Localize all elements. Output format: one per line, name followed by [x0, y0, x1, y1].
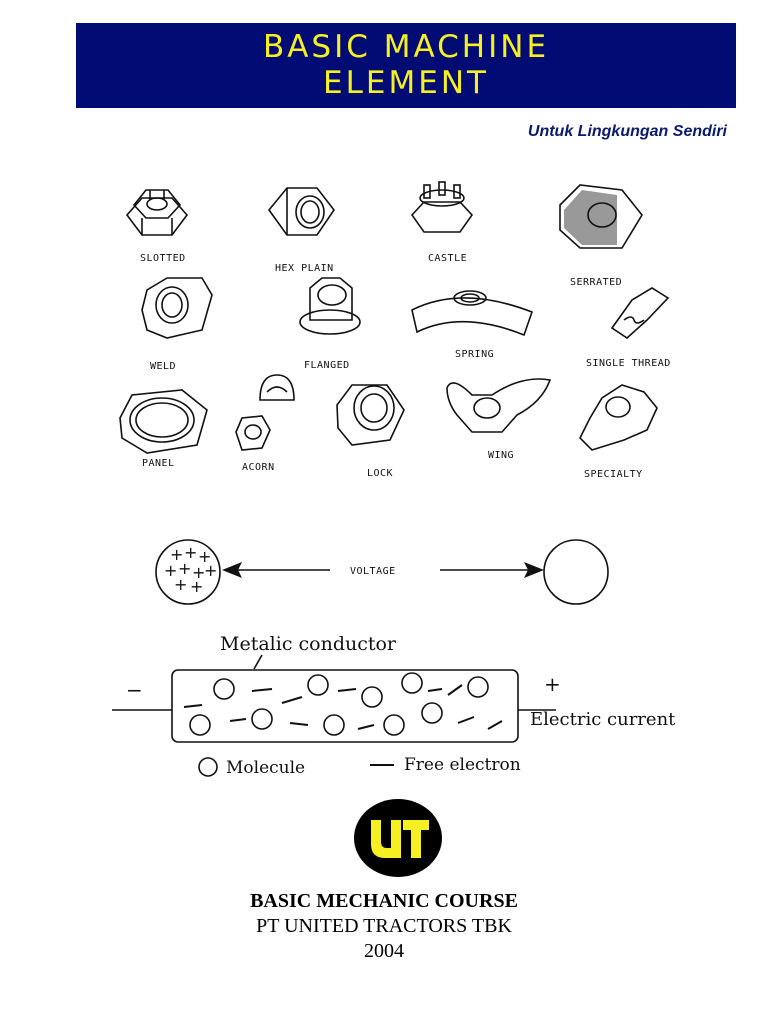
voltage-label: VOLTAGE: [350, 566, 396, 577]
svg-text:+: +: [190, 577, 204, 596]
svg-text:+: +: [170, 545, 184, 564]
acorn-nut-icon: [236, 375, 294, 450]
title-band: [76, 23, 736, 108]
label-serrated: SERRATED: [570, 277, 623, 288]
svg-text:+: +: [174, 575, 188, 594]
footer-course: BASIC MECHANIC COURSE: [250, 890, 518, 912]
voltage-figure: [150, 530, 620, 610]
svg-text:+: +: [178, 559, 192, 578]
ut-logo-icon: [353, 798, 443, 878]
label-spring: SPRING: [455, 349, 495, 360]
conductor-figure: [112, 625, 712, 785]
flanged-nut-icon: [300, 278, 360, 334]
neutral-circle: [544, 540, 608, 604]
panel-nut-icon: [120, 390, 207, 453]
label-acorn: ACORN: [242, 462, 275, 473]
svg-text:+: +: [184, 543, 198, 562]
label-wing: WING: [488, 450, 515, 461]
label-castle: CASTLE: [428, 253, 468, 264]
svg-text:+: +: [192, 563, 206, 582]
legend-electron-label: Free electron: [404, 755, 521, 775]
wing-nut-icon: [447, 379, 550, 432]
title-line-1: BASIC MACHINE: [262, 29, 550, 65]
slotted-nut-icon: [127, 190, 187, 235]
legend-molecule-icon: [199, 758, 217, 776]
specialty-nut-icon: [580, 385, 657, 450]
weld-nut-icon: [142, 278, 212, 338]
label-panel: PANEL: [142, 458, 175, 469]
single-thread-nut-icon: [612, 288, 668, 338]
current-label: Electric current: [530, 709, 676, 730]
spring-nut-icon: [412, 291, 532, 335]
nuts-illustration: [112, 170, 684, 482]
label-slotted: SLOTTED: [140, 253, 186, 264]
footer-year: 2004: [364, 940, 404, 962]
label-single-thread: SINGLE THREAD: [586, 358, 671, 369]
subtitle: Untuk Lingkungan Sendiri: [527, 123, 727, 140]
label-weld: WELD: [150, 361, 177, 372]
legend-molecule-label: Molecule: [226, 758, 306, 778]
hex-plain-nut-icon: [269, 188, 334, 235]
label-lock: LOCK: [367, 468, 394, 479]
plus-terminal: +: [544, 672, 561, 696]
conductor-diagram: [112, 625, 712, 785]
label-specialty: SPECIALTY: [584, 469, 643, 480]
label-hex-plain: HEX PLAIN: [275, 263, 334, 274]
svg-text:+: +: [198, 547, 212, 566]
castle-nut-icon: [412, 182, 472, 232]
conductor-title: Metalic conductor: [220, 633, 397, 655]
label-flanged: FLANGED: [304, 360, 350, 371]
conductor-bar: [172, 670, 518, 742]
svg-text:+: +: [164, 561, 178, 580]
ut-logo: [353, 798, 443, 878]
voltage-diagram: [150, 530, 620, 610]
molecules: [190, 673, 488, 735]
lock-nut-icon: [337, 385, 404, 445]
footer-company: PT UNITED TRACTORS TBK: [256, 915, 512, 937]
nuts-figure: [112, 170, 684, 482]
plus-signs: [164, 543, 217, 596]
serrated-nut-icon: [560, 185, 642, 248]
title-line-2: ELEMENT: [323, 65, 489, 101]
svg-text:+: +: [204, 561, 218, 580]
minus-terminal: −: [126, 678, 143, 702]
